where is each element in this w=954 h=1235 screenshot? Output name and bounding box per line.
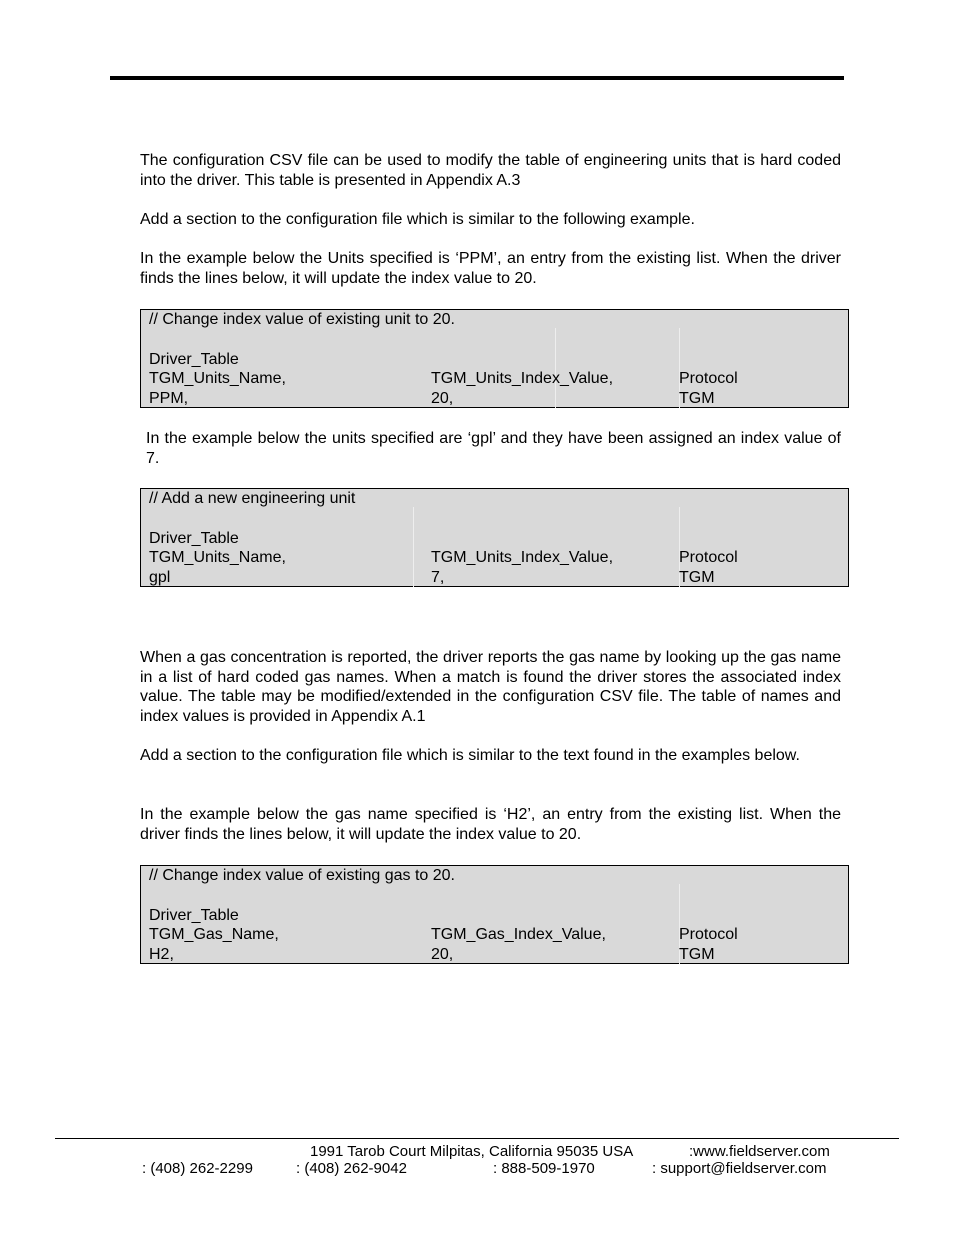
footer-phone: : (408) 262-2299	[142, 1160, 253, 1177]
code-header-col3: Protocol	[679, 926, 738, 943]
code-header-col2: TGM_Units_Index_Value,	[431, 549, 614, 566]
code-row-col3: TGM	[679, 946, 715, 963]
units-example1-code-box	[140, 309, 849, 408]
code-row-col3: TGM	[679, 390, 715, 407]
code-row-col3: TGM	[679, 569, 715, 586]
units-example2-paragraph: In the example below the units specified are ‘gpl’ and they have been assigned an index value of 7.	[146, 430, 841, 467]
code-table-name: Driver_Table	[149, 351, 239, 368]
footer-rule	[55, 1138, 899, 1139]
footer-email: : support@fieldserver.com	[652, 1160, 827, 1177]
footer-fax: : (408) 262-9042	[296, 1160, 407, 1177]
gas-example-code-box	[140, 865, 849, 964]
header-rule	[110, 76, 844, 80]
code-header-col1: TGM_Units_Name,	[149, 549, 286, 566]
code-comment: // Change index value of existing unit to 20.	[149, 311, 455, 328]
code-header-col3: Protocol	[679, 370, 738, 387]
code-row-col1: gpl	[149, 569, 171, 586]
footer-toll-free: : 888-509-1970	[493, 1160, 595, 1177]
code-row-col1: H2,	[149, 946, 174, 963]
code-header-col2: TGM_Gas_Index_Value,	[431, 926, 606, 943]
gas-example-paragraph: In the example below the gas name specified is ‘H2’, an entry from the existing list. When the driver finds the lines below, it will update the index value to 20.	[140, 806, 841, 843]
units-intro-paragraph: The configuration CSV file can be used to modify the table of engineering units that is hard coded into the driver. This table is presented in Appendix A.3	[140, 152, 841, 189]
code-row-col2: 20,	[431, 390, 454, 407]
code-comment: // Add a new engineering unit	[149, 490, 356, 507]
code-row-col2: 20,	[431, 946, 454, 963]
units-example1-paragraph: In the example below the Units specified is ‘PPM’, an entry from the existing list. When the driver finds the lines below, it will update the index value to 20.	[140, 250, 841, 287]
gas-intro-paragraph: When a gas concentration is reported, the driver reports the gas name by looking up the gas name in a list of hard coded gas names. When a match is found the driver stores the associated index value. The table may be modified/extended in the configuration CSV file. The table of names and index values is provided in Appendix A.1	[140, 649, 841, 725]
code-table-name: Driver_Table	[149, 907, 239, 924]
code-header-col2: TGM_Units_Index_Value,	[431, 370, 614, 387]
code-comment: // Change index value of existing gas to 20.	[149, 867, 455, 884]
code-header-col1: TGM_Gas_Name,	[149, 926, 279, 943]
footer-website: :www.fieldserver.com	[689, 1143, 830, 1160]
units-example2-code-box	[140, 488, 849, 587]
code-row-col2: 7,	[431, 569, 445, 586]
units-add-section-paragraph: Add a section to the configuration file which is similar to the following example.	[140, 211, 695, 228]
code-divider	[555, 328, 556, 408]
code-table-name: Driver_Table	[149, 530, 239, 547]
code-header-col3: Protocol	[679, 549, 738, 566]
code-row-col1: PPM,	[149, 390, 189, 407]
code-header-col1: TGM_Units_Name,	[149, 370, 286, 387]
gas-add-section-paragraph: Add a section to the configuration file which is similar to the text found in the examples below.	[140, 747, 800, 764]
code-divider	[413, 507, 414, 587]
footer-address: 1991 Tarob Court Milpitas, California 95035 USA	[310, 1143, 634, 1160]
